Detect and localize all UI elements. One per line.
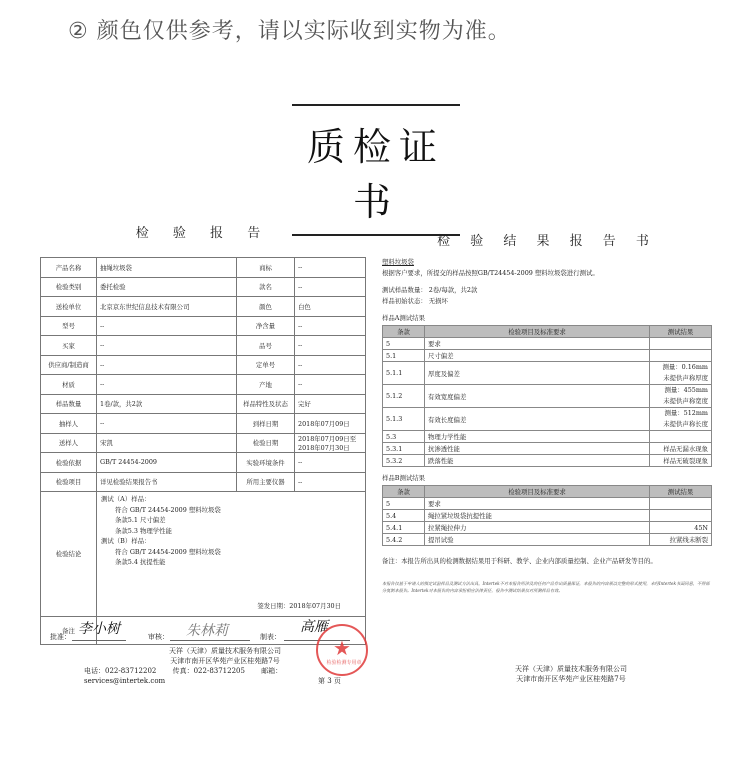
fine-print: 本报告仅基于申请人的指定试验样品及测试方法出具，Intertek不对本报告所涉及的任何产品作出质量保证，本报告的内容须以完整的形式使用，未经Intertek书面同意，不得部分复制本报告。Intertek对本报告的内容承担相应法律责任，报告中测试结果仅对所测样品有效。 — [382, 581, 710, 593]
test-result — [650, 350, 712, 362]
prepare-label: 制表： — [260, 633, 281, 641]
field-label: 型号 — [41, 316, 97, 336]
clause-number: 5.3 — [383, 431, 425, 443]
report-row — [41, 336, 366, 356]
field-label: 材质 — [41, 375, 97, 395]
right-footer — [506, 664, 636, 684]
result-row — [383, 522, 712, 534]
clause-number: 5.4.1 — [383, 522, 425, 534]
right-company-name: 天祥（天津）质量技术服务有限公司 — [515, 665, 627, 673]
test-result: 样品无破裂现象 — [650, 455, 712, 467]
star-icon: ★ — [333, 636, 351, 660]
field-value: -- — [295, 316, 366, 336]
test-results-document — [382, 230, 712, 594]
test-result — [650, 338, 712, 350]
result-row — [383, 534, 712, 546]
report-row — [41, 414, 366, 434]
report-note: 备注：本报告所出具的检测数据结果用于科研、教学、企业内部质量控制、企业产品研发等目的。 — [382, 557, 657, 565]
field-value: -- — [295, 375, 366, 395]
test-item: 要求 — [425, 338, 650, 350]
test-result-note: 未提供声称宽度 — [663, 397, 708, 405]
test-result-value: 测量：0.16mm — [662, 363, 708, 371]
field-label: 产品名称 — [41, 258, 97, 278]
fax: 传真：022-83712205 — [172, 667, 245, 675]
clause-number: 5.4.2 — [383, 534, 425, 546]
field-value: 2018年07月09日至2018年07月30日 — [295, 433, 366, 453]
result-row — [383, 443, 712, 455]
color-disclaimer: ② 颜色仅供参考，请以实际收到实物为准。 — [68, 19, 511, 44]
test-item: 有效长度偏差 — [425, 408, 650, 431]
field-value: 北京京东世纪信息技术有限公司 — [97, 297, 237, 317]
test-result — [650, 510, 712, 522]
result-row — [383, 455, 712, 467]
test-item: 要求 — [425, 498, 650, 510]
result-row — [383, 498, 712, 510]
review-line — [170, 640, 250, 641]
review-signature: 朱林莉 — [186, 623, 228, 639]
field-value: 1卷/款，共2款 — [97, 394, 237, 414]
field-label: 所用主要仪器 — [237, 472, 295, 492]
field-value: -- — [97, 355, 237, 375]
field-label: 买家 — [41, 336, 97, 356]
test-result-note: 未提供声称厚度 — [663, 374, 708, 382]
conclusion-label: 检验结论 — [41, 492, 97, 617]
sample-state: 样品初始状态： 无损坏 — [382, 297, 448, 305]
field-value: -- — [97, 316, 237, 336]
test-result: 拉紧线未断裂 — [650, 534, 712, 546]
table-b-title: 样品B测试结果 — [382, 474, 426, 482]
page-number: 第 3 页 — [318, 677, 341, 685]
col-result: 测试结果 — [650, 486, 712, 498]
field-label: 检验类别 — [41, 277, 97, 297]
report-row — [41, 355, 366, 375]
field-label: 供应商/制造商 — [41, 355, 97, 375]
inspection-report-table — [40, 257, 366, 645]
field-value: 委托检验 — [97, 277, 237, 297]
result-row — [383, 408, 712, 431]
clause-number: 5.4 — [383, 510, 425, 522]
col-item: 检验项目及标准要求 — [425, 326, 650, 338]
field-value: -- — [97, 336, 237, 356]
test-results-heading: 检 验 结 果 报 告 书 — [437, 234, 657, 249]
field-value: -- — [295, 453, 366, 473]
certificate-title: 质检证书 — [292, 104, 460, 236]
field-value: -- — [295, 472, 366, 492]
test-item: 绳拉紧垃圾袋抗提性能 — [425, 510, 650, 522]
field-label: 样品特性及状态 — [237, 394, 295, 414]
test-item: 有效宽度偏差 — [425, 385, 650, 408]
test-item: 拉紧绳拉伸力 — [425, 522, 650, 534]
field-label: 送样人 — [41, 433, 97, 453]
test-item: 提吊试验 — [425, 534, 650, 546]
conclusion-line: 测试（A）样品： — [101, 495, 151, 503]
test-result — [650, 431, 712, 443]
stamp-text: 检验检测专用章 — [326, 660, 362, 666]
conclusion-row — [41, 492, 366, 617]
field-value: 白色 — [295, 297, 366, 317]
test-result — [650, 498, 712, 510]
field-value: 2018年07月09日 — [295, 414, 366, 434]
conclusion-line: 条款5.1 尺寸偏差 — [115, 516, 166, 524]
test-item: 物理力学性能 — [425, 431, 650, 443]
result-row — [383, 362, 712, 385]
clause-number: 5 — [383, 338, 425, 350]
field-value: 宋凯 — [97, 433, 237, 453]
report-row — [41, 472, 366, 492]
certificate-title-box — [292, 104, 460, 236]
tel: 电话：022-83712202 — [84, 667, 157, 675]
review-label: 审核： — [148, 633, 169, 641]
field-label: 颜色 — [237, 297, 295, 317]
approve-signature: 李小树 — [78, 621, 120, 637]
field-label: 样品数量 — [41, 394, 97, 414]
approve-line — [72, 640, 126, 641]
field-label: 商标 — [237, 258, 295, 278]
approve-label: 批准： — [50, 633, 71, 641]
field-label: 款名 — [237, 277, 295, 297]
report-row — [41, 277, 366, 297]
field-value: -- — [97, 375, 237, 395]
report-row — [41, 297, 366, 317]
test-result — [650, 408, 712, 431]
field-value: -- — [295, 355, 366, 375]
field-value: -- — [97, 414, 237, 434]
email: 邮箱：services@intertek.com — [84, 667, 283, 685]
field-value: 详见检验结果报告书 — [97, 472, 237, 492]
conclusion-line: 条款5.3 物理学性能 — [115, 526, 172, 535]
field-value: -- — [295, 336, 366, 356]
conclusion-line: 符合 GB/T 24454-2009 塑料垃圾袋 — [115, 547, 221, 556]
right-company-address: 天津市南开区华苑产业区桂苑路7号 — [516, 675, 626, 683]
field-label: 检验日期 — [237, 433, 295, 453]
field-label: 产地 — [237, 375, 295, 395]
test-item: 尺寸偏差 — [425, 350, 650, 362]
inspection-report-document — [40, 222, 366, 645]
col-clause: 条款 — [383, 326, 425, 338]
intro-text: 根据客户要求，所提交的样品按照GB/T24454-2009 塑料垃圾袋进行测试。 — [382, 269, 599, 277]
left-company-name: 天祥（天津）质量技术服务有限公司 — [169, 647, 281, 655]
col-result: 测试结果 — [650, 326, 712, 338]
remark-label: 备注 — [41, 617, 97, 645]
field-label: 品号 — [237, 336, 295, 356]
field-value: GB/T 24454-2009 — [97, 453, 237, 473]
sample-quantity: 测试样品数量： 2卷/每款，共2款 — [382, 286, 478, 294]
field-label: 检验项目 — [41, 472, 97, 492]
sample-b-results-table — [382, 485, 712, 546]
conclusion-line: 符合 GB/T 24454-2009 塑料垃圾袋 — [115, 505, 221, 514]
test-item: 厚度及偏差 — [425, 362, 650, 385]
clause-number: 5.1.3 — [383, 408, 425, 431]
clause-number: 5.1 — [383, 350, 425, 362]
product-name: 塑料垃圾袋 — [382, 258, 414, 266]
test-item: 跌落性能 — [425, 455, 650, 467]
table-a-title: 样品A测试结果 — [382, 314, 425, 322]
field-label: 送检单位 — [41, 297, 97, 317]
result-row — [383, 431, 712, 443]
conclusion-cell — [97, 492, 366, 617]
col-clause: 条款 — [383, 486, 425, 498]
result-row — [383, 350, 712, 362]
field-label: 实验环境条件 — [237, 453, 295, 473]
field-label: 抽样人 — [41, 414, 97, 434]
clause-number: 5 — [383, 498, 425, 510]
test-result — [650, 362, 712, 385]
test-result: 样品无漏水现象 — [650, 443, 712, 455]
result-row — [383, 510, 712, 522]
col-item: 检验项目及标准要求 — [425, 486, 650, 498]
report-row — [41, 433, 366, 453]
report-row — [41, 453, 366, 473]
result-row — [383, 338, 712, 350]
test-result-value: 测量：512mm — [664, 409, 708, 417]
inspection-report-heading: 检 验 报 告 — [135, 226, 271, 241]
field-label: 定单号 — [237, 355, 295, 375]
result-row — [383, 385, 712, 408]
sample-a-results-table — [382, 325, 712, 467]
test-result-note: 未提供声称长度 — [663, 420, 708, 428]
report-row — [41, 316, 366, 336]
conclusion-line: 条款5.4 抗提性能 — [115, 558, 166, 566]
report-row — [41, 394, 366, 414]
field-value: 完好 — [295, 394, 366, 414]
report-row — [41, 258, 366, 278]
test-result — [650, 385, 712, 408]
conclusion-line: 测试（B）样品： — [101, 537, 151, 545]
field-value: 抽绳垃圾袋 — [97, 258, 237, 278]
issue-date: 签发日期：2018年07月30日 — [257, 601, 341, 610]
field-label: 到样日期 — [237, 414, 295, 434]
test-result: 45N — [650, 522, 712, 534]
field-label: 检验依据 — [41, 453, 97, 473]
clause-number: 5.3.2 — [383, 455, 425, 467]
clause-number: 5.1.2 — [383, 385, 425, 408]
clause-number: 5.1.1 — [383, 362, 425, 385]
test-result-value: 测量：455mm — [664, 386, 708, 394]
prepare-signature: 高雁 — [300, 619, 328, 635]
field-value: -- — [295, 258, 366, 278]
report-row — [41, 375, 366, 395]
test-item: 抗渗透性能 — [425, 443, 650, 455]
clause-number: 5.3.1 — [383, 443, 425, 455]
left-company-address: 天津市南开区华苑产业区桂苑路7号 — [170, 657, 280, 665]
field-label: 净含量 — [237, 316, 295, 336]
field-value: -- — [295, 277, 366, 297]
